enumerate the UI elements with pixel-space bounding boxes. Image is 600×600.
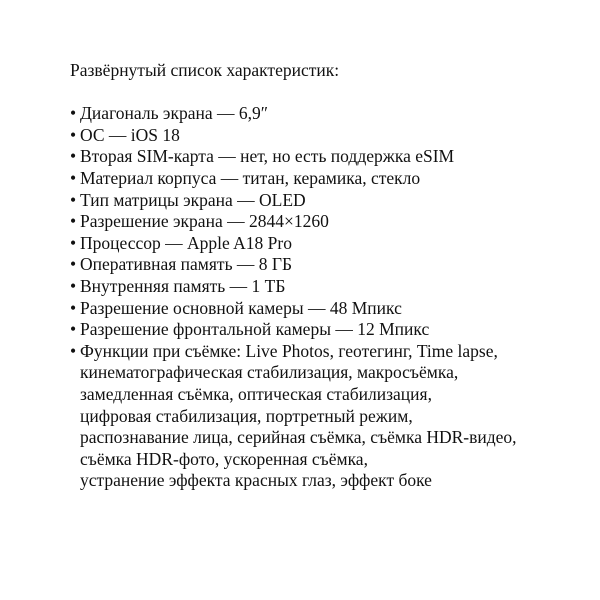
bullet-icon: • (70, 146, 77, 167)
spec-text: Разрешение фронтальной камеры — 12 Мпикс (80, 319, 430, 340)
spec-text-line: цифровая стабилизация, портретный режим, (80, 405, 413, 426)
spec-document (70, 60, 590, 492)
bullet-icon: • (70, 211, 77, 232)
spec-item-front-camera (70, 319, 590, 341)
document-title: Развёрнутый список характеристик: (70, 60, 340, 80)
bullet-icon: • (70, 297, 77, 318)
blank-line (70, 82, 590, 104)
spec-item-screen-diagonal (70, 103, 590, 125)
bullet-icon: • (70, 232, 77, 253)
spec-item-storage (70, 276, 590, 298)
spec-text-line: Функции при съёмке: Live Photos, геотегинг, Time lapse, (80, 340, 498, 361)
spec-item-camera-features (70, 341, 590, 492)
spec-item-body-material (70, 168, 590, 190)
bullet-icon: • (70, 167, 77, 188)
spec-text: Материал корпуса — титан, керамика, стекло (80, 167, 421, 188)
bullet-icon: • (70, 124, 77, 145)
bullet-icon: • (70, 254, 77, 275)
spec-item-os (70, 125, 590, 147)
spec-text: ОС — iOS 18 (80, 124, 180, 145)
spec-text: Разрешение основной камеры — 48 Мпикс (80, 297, 402, 318)
spec-text-line: замедленная съёмка, оптическая стабилизация, (80, 383, 432, 404)
spec-text-line: устранение эффекта красных глаз, эффект боке (80, 470, 432, 491)
spec-item-matrix-type (70, 190, 590, 212)
bullet-icon: • (70, 189, 77, 210)
spec-item-processor (70, 233, 590, 255)
bullet-icon: • (70, 275, 77, 296)
spec-text: Разрешение экрана — 2844×1260 (80, 211, 329, 232)
spec-text-line: кинематографическая стабилизация, макросъёмка, (80, 362, 459, 383)
spec-text: Вторая SIM-карта — нет, но есть поддержка eSIM (80, 146, 455, 167)
spec-text: Тип матрицы экрана — OLED (80, 189, 306, 210)
spec-text-line: съёмка HDR-фото, ускоренная съёмка, (80, 448, 368, 469)
spec-text: Оперативная память — 8 ГБ (80, 254, 293, 275)
spec-text: Внутренняя память — 1 ТБ (80, 275, 286, 296)
spec-item-screen-resolution (70, 211, 590, 233)
spec-text: Диагональ экрана — 6,9″ (80, 103, 269, 124)
bullet-icon: • (70, 103, 77, 124)
spec-item-second-sim (70, 146, 590, 168)
spec-list (70, 103, 590, 492)
spec-text: Процессор — Apple A18 Pro (80, 232, 292, 253)
bullet-icon: • (70, 340, 77, 361)
bullet-icon: • (70, 319, 77, 340)
spec-text-line: распознавание лица, серийная съёмка, съёмка HDR-видео, (80, 427, 517, 448)
spec-item-main-camera (70, 298, 590, 320)
spec-item-ram (70, 254, 590, 276)
